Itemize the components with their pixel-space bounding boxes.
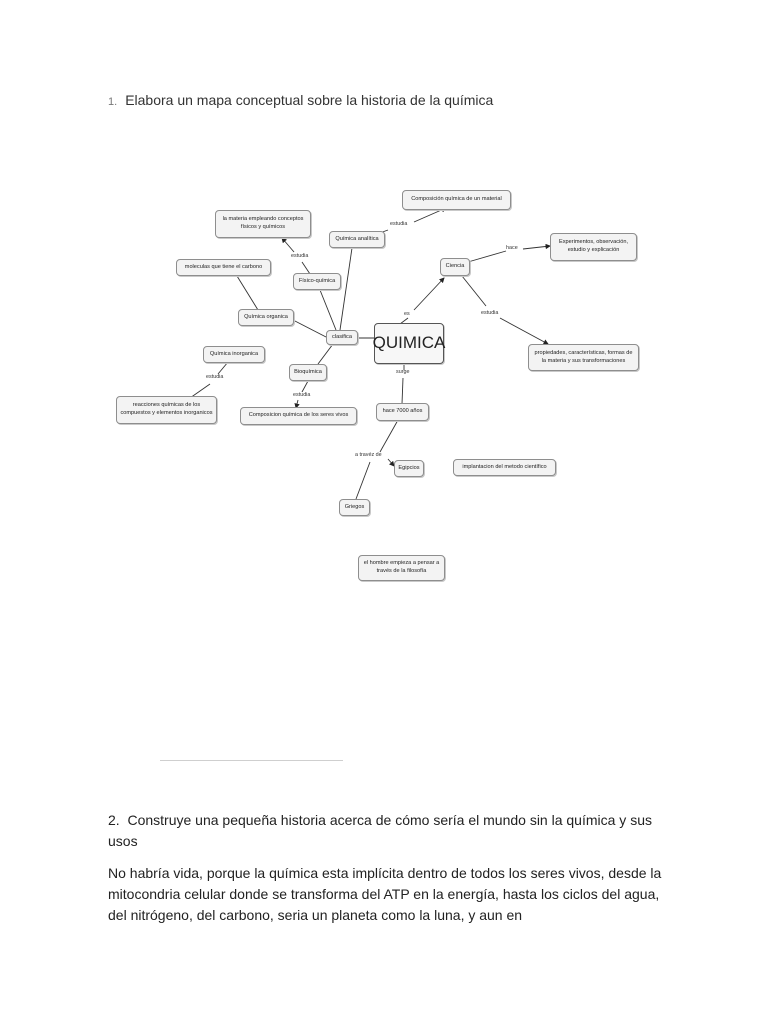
node-filosofia: el hombre empieza a pensar a través de la filosofía	[358, 555, 445, 581]
question-2-number: 2.	[108, 812, 120, 828]
answer-paragraph: No habría vida, porque la química esta implícita dentro de todos los seres vivos, desde la mitocondria celular donde se transforma del ATP en la energía, hasta los ciclos del agua, del nitrógeno, del carbono, seria un planeta como la luna, y aun en	[108, 865, 662, 923]
link-surge-hace7000	[402, 378, 403, 404]
question-2	[108, 810, 668, 852]
node-clasifica: clasifica	[326, 330, 358, 345]
node-bioquimica: Bioquímica	[289, 364, 327, 381]
link-ciencia-hace	[468, 251, 506, 262]
node-fisico-quimica: Físico-química	[293, 273, 341, 290]
node-propiedades: propiedades, características, formas de la materia y sus transformaciones	[528, 344, 639, 371]
question-1-text: Elabora un mapa conceptual sobre la historia de la química	[125, 92, 494, 108]
node-ciencia: Ciencia	[440, 258, 470, 276]
node-hace-7000: hace 7000 años	[376, 403, 429, 421]
node-quimica-analitica: Química analítica	[329, 231, 385, 248]
link-clasifica-bioquimica	[318, 344, 333, 364]
link-bio-estudia	[302, 381, 308, 392]
label-hace: hace	[506, 245, 518, 251]
label-estudia-fisico: estudia	[291, 253, 309, 259]
label-es: es	[404, 311, 410, 317]
node-quimica-organica: Química organica	[238, 309, 294, 326]
link-clasifica-analitica	[340, 248, 352, 330]
link-estudia-propiedades	[500, 318, 548, 344]
link-atraves-griegos	[356, 462, 370, 499]
node-quimica-central: QUIMICA	[374, 323, 444, 364]
label-estudia-bio: estudia	[293, 392, 311, 398]
node-experimentos: Experimentos, observación, estudio y explicación	[550, 233, 637, 261]
node-moleculas-carbono: moleculas que tiene el carbono	[176, 259, 271, 276]
link-clasifica-fisico	[320, 290, 336, 330]
link-es-ciencia	[414, 278, 444, 310]
node-quimica-inorganica: Química inorganica	[203, 346, 265, 363]
node-egipcios: Egipcios	[394, 460, 424, 477]
link-hace7000-atraves	[380, 420, 398, 452]
link-estudia-materia	[282, 238, 294, 252]
node-reacciones: reacciones químicas de los compuestos y elementos inorganicos	[116, 396, 217, 424]
link-estudia-composicion	[414, 208, 446, 222]
divider-line	[160, 760, 343, 761]
link-hace-experimentos	[523, 246, 550, 249]
label-estudia-inorganica: estudia	[206, 374, 224, 380]
question-1-number: 1.	[108, 96, 118, 108]
label-estudia-ciencia: estudia	[481, 310, 499, 316]
node-composicion-material: Composición química de un material	[402, 190, 511, 210]
node-composicion-seres: Composicion química de los seres vivos	[240, 407, 357, 425]
label-surge: surge	[396, 369, 410, 375]
link-inorganica-estudia	[218, 362, 228, 374]
label-a-traves-de: a travéz de	[355, 452, 382, 458]
label-estudia-analitica: estudia	[390, 221, 408, 227]
link-clasifica-organica	[293, 320, 328, 338]
node-griegos: Griegos	[339, 499, 370, 516]
question-2-text: Construye una pequeña historia acerca de cómo sería el mundo sin la química y sus usos	[108, 812, 652, 849]
link-organica-moleculas	[237, 276, 258, 310]
link-ciencia-estudia	[462, 276, 486, 306]
node-metodo-cientifico: implantacion del metodo científico	[453, 459, 556, 476]
node-materia-conceptos: la materia empleando conceptos físicos y químicos	[215, 210, 311, 238]
